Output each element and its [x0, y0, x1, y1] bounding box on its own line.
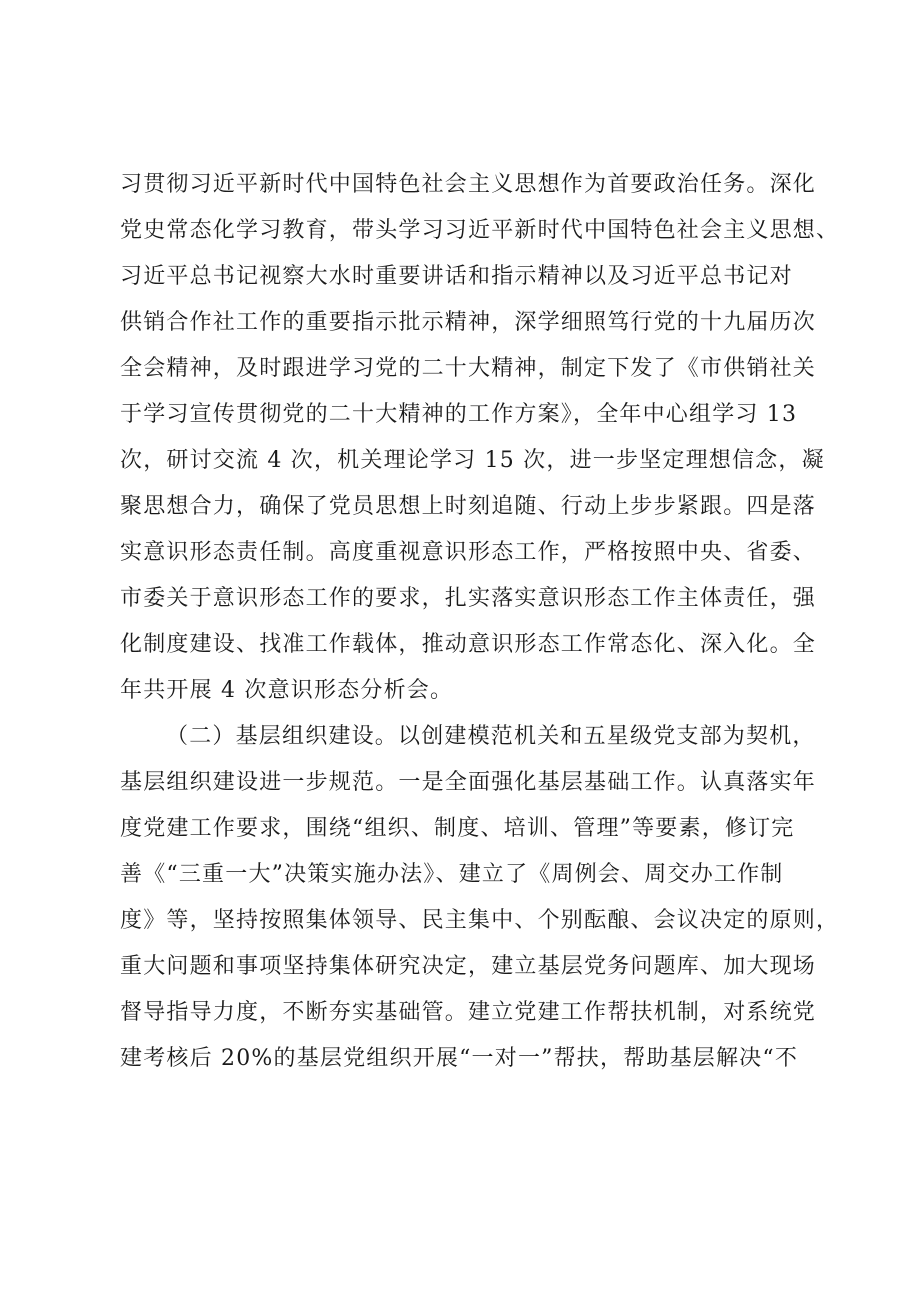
body-text-line: 市委关于意识形态工作的要求，扎实落实意识形态工作主体责任，强 — [120, 586, 817, 611]
body-text-line: 习近平总书记视察大水时重要讲话和指示精神以及习近平总书记对 — [120, 264, 793, 289]
body-text-line: 善《“三重一大”决策实施办法》、建立了《周例会、周交办工作制 — [120, 862, 784, 887]
body-text-line: 度》等，坚持按照集体领导、民主集中、个别酝酿、会议决定的原则， — [120, 908, 840, 933]
body-text-line: 重大问题和事项坚持集体研究决定，建立基层党务问题库、加大现场 — [120, 954, 817, 979]
body-text-line: 供销合作社工作的重要指示批示精神，深学细照笃行党的十九届历次 — [120, 310, 817, 335]
body-text-line: 于学习宣传贯彻党的二十大精神的工作方案》，全年中心组学习 13 — [120, 402, 798, 427]
body-text-line: 建考核后 20%的基层党组织开展“一对一”帮扶，帮助基层解决“不 — [120, 1046, 799, 1071]
body-text-line: 督导指导力度，不断夯实基础管。建立党建工作帮扶机制，对系统党 — [120, 1000, 817, 1025]
body-text-line: 党史常态化学习教育，带头学习习近平新时代中国特色社会主义思想、 — [120, 218, 840, 243]
body-text-line: 次，研讨交流 4 次，机关理论学习 15 次，进一步坚定理想信念，凝 — [120, 448, 825, 473]
section-heading-line: （二）基层组织建设。以创建模范机关和五星级党支部为契机， — [166, 724, 816, 749]
body-text-line: 年共开展 4 次意识形态分析会。 — [120, 678, 454, 703]
body-text-line: 全会精神，及时跟进学习党的二十大精神，制定下发了《市供销社关 — [120, 356, 817, 381]
body-text-line: 化制度建设、找准工作载体，推动意识形态工作常态化、深入化。全 — [120, 632, 817, 657]
body-text-line: 习贯彻习近平新时代中国特色社会主义思想作为首要政治任务。深化 — [120, 172, 817, 197]
body-text-line: 实意识形态责任制。高度重视意识形态工作，严格按照中央、省委、 — [120, 540, 817, 565]
body-text-line: 度党建工作要求，围绕“组织、制度、培训、管理”等要素，修订完 — [120, 816, 795, 841]
body-text-line: 基层组织建设进一步规范。一是全面强化基层基础工作。认真落实年 — [120, 770, 817, 795]
body-text-line: 聚思想合力，确保了党员思想上时刻追随、行动上步步紧跟。四是落 — [120, 494, 817, 519]
